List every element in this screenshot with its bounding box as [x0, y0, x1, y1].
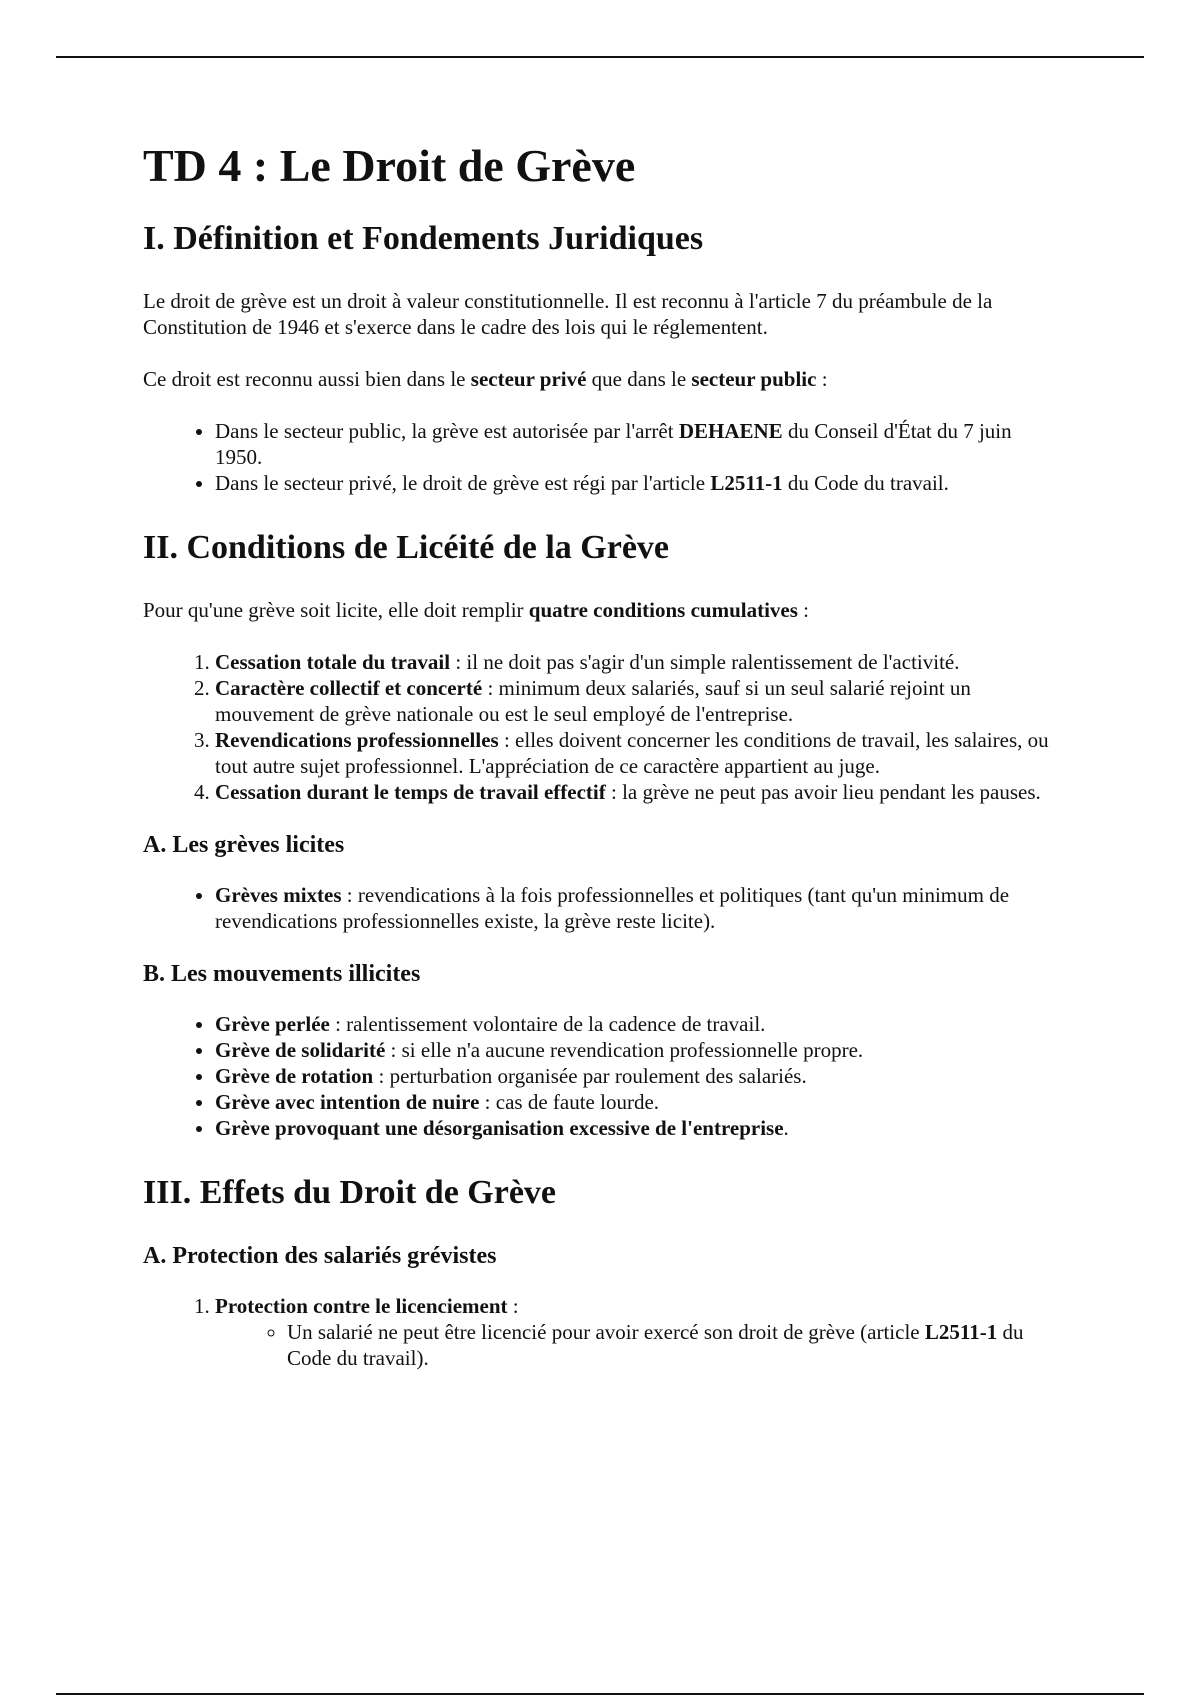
list-item: • Grève perlée : ralentissement volontaire de la cadence de travail. — [215, 1011, 1063, 1037]
list-item: 3. Revendications professionnelles : elles doivent concerner les conditions de travail, les salaires, ou tout autre sujet professionnel. L'appréciation de ce caractère appartient au juge. — [215, 727, 1063, 779]
section-1-paragraph-1: Le droit de grève est un droit à valeur constitutionnelle. Il est reconnu à l'article 7 du préambule de la Constitution de 1946 et s'exerce dans le cadre des lois qui le réglementent. — [143, 288, 993, 339]
list-item: • Dans le secteur public, la grève est autorisée par l'arrêt DEHAENE du Conseil d'État du 7 juin 1950. — [215, 418, 1063, 470]
list-item: • Grève avec intention de nuire : cas de faute lourde. — [215, 1089, 1063, 1115]
section-3a-heading: A. Protection des salariés grévistes — [143, 1242, 497, 1269]
section-2-intro: Pour qu'une grève soit licite, elle doit remplir quatre conditions cumulatives : — [143, 598, 810, 623]
section-1-heading: I. Définition et Fondements Juridiques — [143, 219, 704, 257]
section-3-heading: III. Effets du Droit de Grève — [143, 1173, 556, 1211]
list-item: 4. Cessation durant le temps de travail effectif : la grève ne peut pas avoir lieu pendant les pauses. — [215, 779, 1063, 805]
list-item: • Grève provoquant une désorganisation excessive de l'entreprise. — [215, 1115, 1063, 1141]
protection-list — [143, 1293, 1063, 1371]
section-2b-heading: B. Les mouvements illicites — [143, 960, 421, 987]
list-item: • Grèves mixtes : revendications à la fois professionnelles et politiques (tant qu'un minimum de revendications professionnelles existe, la grève reste licite). — [215, 882, 1063, 934]
document-body — [143, 140, 1063, 1397]
conditions-list — [143, 649, 1063, 805]
list-item: • Grève de rotation : perturbation organisée par roulement des salariés. — [215, 1063, 1063, 1089]
list-item: ◦ Un salarié ne peut être licencié pour avoir exercé son droit de grève (article L2511-1 du Code du travail). — [287, 1319, 1063, 1371]
section-1-bullet-list — [143, 418, 1063, 496]
list-item: • Dans le secteur privé, le droit de grève est régi par l'article L2511-1 du Code du travail. — [215, 470, 1063, 496]
page-title: TD 4 : Le Droit de Grève — [143, 140, 636, 191]
list-item: 1. Protection contre le licenciement : ◦ Un salarié ne peut être licencié pour avoir exercé son droit de grève (article L2511-1 du Code du travail). — [215, 1293, 1063, 1371]
section-2-heading: II. Conditions de Licéité de la Grève — [143, 528, 670, 566]
section-1-paragraph-2: Ce droit est reconnu aussi bien dans le secteur privé que dans le secteur public : — [143, 366, 828, 391]
protection-sublist — [215, 1319, 1063, 1371]
list-item: • Grève de solidarité : si elle n'a aucune revendication professionnelle propre. — [215, 1037, 1063, 1063]
top-rule — [56, 56, 1144, 58]
list-item: 2. Caractère collectif et concerté : minimum deux salariés, sauf si un seul salarié rejoint un mouvement de grève nationale ou est le seul employé de l'entreprise. — [215, 675, 1063, 727]
section-2a-heading: A. Les grèves licites — [143, 832, 345, 859]
licit-strikes-list — [143, 882, 1063, 934]
list-item: 1. Cessation totale du travail : il ne doit pas s'agir d'un simple ralentissement de l'activité. — [215, 649, 1063, 675]
illicit-movements-list — [143, 1011, 1063, 1141]
bottom-rule — [56, 1693, 1144, 1695]
